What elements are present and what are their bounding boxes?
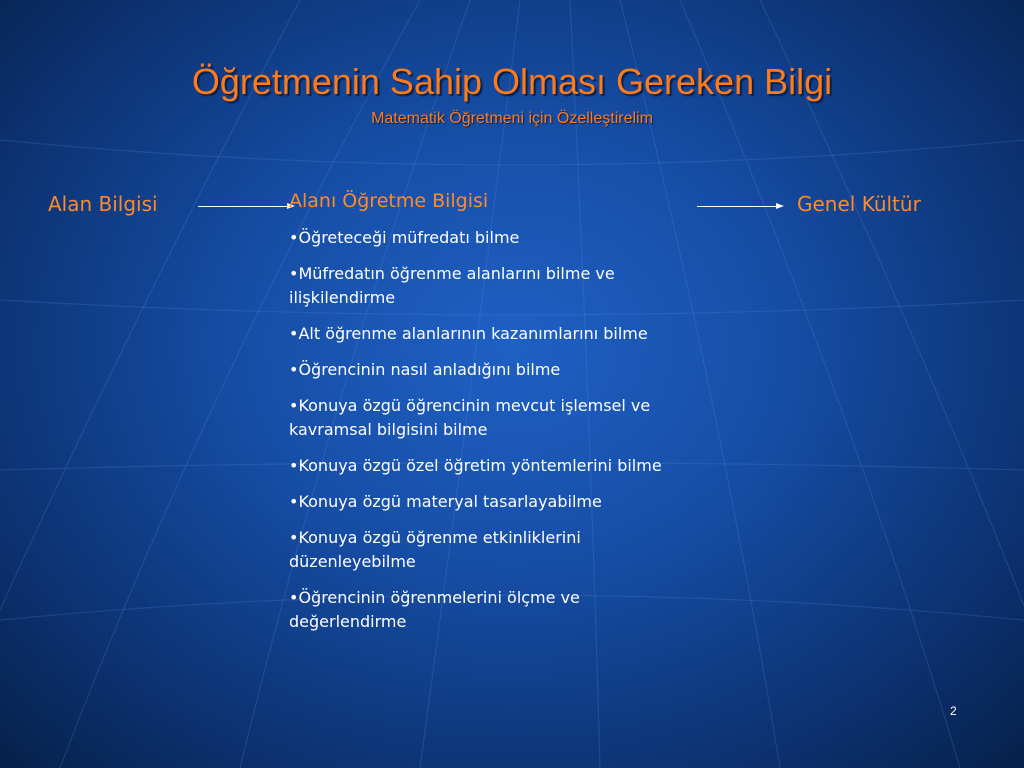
list-item: •Konuya özgü materyal tasarlayabilme: [289, 492, 602, 511]
page-number: 2: [950, 704, 957, 718]
center-content: [289, 188, 699, 646]
alan-bilgisi-label: Alan Bilgisi: [48, 192, 158, 216]
list-item: •Konuya özgü özel öğretim yöntemlerini bilme: [289, 456, 662, 475]
slide-subtitle: Matematik Öğretmeni için Özelleştirelim: [371, 110, 653, 127]
genel-kultur-label: Genel Kültür: [797, 192, 921, 216]
left-arrow-icon: [198, 206, 288, 207]
right-arrow-icon: [697, 206, 777, 207]
list-item: •Konuya özgü öğrenme etkinliklerini düzenleyebilme: [289, 528, 581, 571]
list-item: •Konuya özgü öğrencinin mevcut işlemsel ve kavramsal bilgisini bilme: [289, 396, 651, 439]
center-heading: Alanı Öğretme Bilgisi: [289, 190, 489, 212]
list-item: •Öğreteceği müfredatı bilme: [289, 228, 520, 247]
list-item: •Müfredatın öğrenme alanlarını bilme ve ilişkilendirme: [289, 264, 615, 307]
list-item: •Öğrencinin öğrenmelerini ölçme ve değerlendirme: [289, 588, 580, 631]
slide-title: Öğretmenin Sahip Olması Gereken Bilgi: [191, 61, 833, 102]
list-item: •Alt öğrenme alanlarının kazanımlarını bilme: [289, 324, 648, 343]
list-item: •Öğrencinin nasıl anladığını bilme: [289, 360, 561, 379]
